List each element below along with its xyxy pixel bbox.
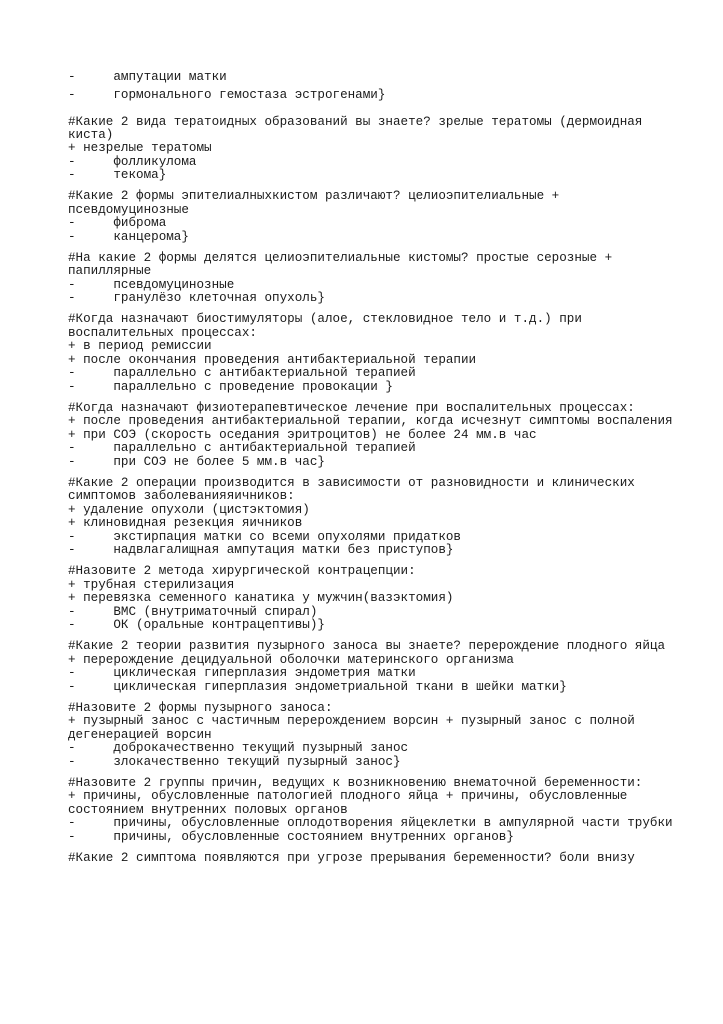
document-line: - гранулёзо клеточная опухоль} [68,291,325,305]
document-line: + удаление опухоли (цистэктомия) [68,503,310,517]
document-line: #На какие 2 формы делятся целиоэпителиальные кистомы? простые серозные + [68,251,613,265]
document-line: + клиновидная резекция яичников [68,516,303,530]
document-line: + перерождение децидуальной оболочки материнского организма [68,653,514,667]
document-line: - канцерома} [68,230,189,244]
document-line: - при СОЭ не более 5 мм.в час} [68,455,325,469]
document-line: + при СОЭ (скорость оседания эритроцитов) не более 24 мм.в час [68,428,537,442]
document-line: #Какие 2 вида тератоидных образований вы знаете? зрелые тератомы (дермоидная [68,115,643,129]
document-line: папиллярные [68,264,152,278]
document-line: киста) [68,128,114,142]
document-line: - причины, обусловленные оплодотворения яйцеклетки в ампулярной части трубки [68,816,673,830]
document-line: - псевдомуцинозные [68,278,235,292]
document-line: - фолликулома [68,155,197,169]
document-line: - текома} [68,168,167,182]
document-line: #Когда назначают биостимуляторы (алое, стекловидное тело и т.д.) при [68,312,582,326]
document-line: #Какие 2 симптома появляются при угрозе прерывания беременности? боли внизу [68,851,635,865]
document-line: - надвлагалищная ампутация матки без приступов} [68,543,454,557]
document-line: - ВМС (внутриматочный спирал) [68,605,318,619]
document-line: - причины, обусловленные состоянием внутренних органов} [68,830,514,844]
document-line: - злокачественно текущий пузырный занос} [68,755,401,769]
document-line: + после проведения антибактериальной терапии, когда исчезнут симптомы воспаления [68,414,673,428]
document-line: - ампутации матки [68,70,227,84]
document-line: - параллельно с проведение провокации } [68,380,393,394]
document-line: состоянием внутренних половых органов [68,803,348,817]
document-line: - параллельно с антибактериальной терапией [68,366,416,380]
document-line: + перевязка семенного канатика у мужчин(вазэктомия) [68,591,454,605]
document-line: + причины, обусловленные патологией плодного яйца + причины, обусловленные [68,789,628,803]
document-line: #Назовите 2 формы пузырного заноса: [68,701,333,715]
document-line: симптомов заболеванияяичников: [68,489,295,503]
document-line: #Назовите 2 группы причин, ведущих к возникновению внематочной беременности: [68,776,643,790]
document-line: - фиброма [68,216,167,230]
document-line: #Когда назначают физиотерапевтическое лечение при воспалительных процессах: [68,401,635,415]
document-line: + пузырный занос с частичным перерождением ворсин + пузырный занос с полной [68,714,635,728]
document-line: #Какие 2 операции производится в зависимости от разновидности и клинических [68,476,635,490]
document-line: псевдомуцинозные [68,203,189,217]
document-line: - гормонального гемостаза эстрогенами} [68,88,386,102]
document-line: - циклическая гиперплазия эндометриальной ткани в шейки матки} [68,680,567,694]
document-line: + после окончания проведения антибактериальной терапии [68,353,477,367]
document-line: - доброкачественно текущий пузырный занос [68,741,409,755]
document-line: воспалительных процессах: [68,326,257,340]
document-line: #Назовите 2 метода хирургической контрацепции: [68,564,416,578]
document-line: - ОК (оральные контрацептивы)} [68,618,325,632]
document-line: + в период ремиссии [68,339,212,353]
document-line: + незрелые тератомы [68,141,212,155]
document-line: - экстирпация матки со всеми опухолями придатков [68,530,461,544]
document-line: #Какие 2 формы эпителиалныхкистом различают? целиоэпителиальные + [68,189,560,203]
document-line: #Какие 2 теории развития пузырного заноса вы знаете? перерождение плодного яйца [68,639,666,653]
document-line: дегенерацией ворсин [68,728,212,742]
document-line: - циклическая гиперплазия эндометрия матки [68,666,416,680]
document-line: + трубная стерилизация [68,578,235,592]
document-line: - параллельно с антибактериальной терапией [68,441,416,455]
